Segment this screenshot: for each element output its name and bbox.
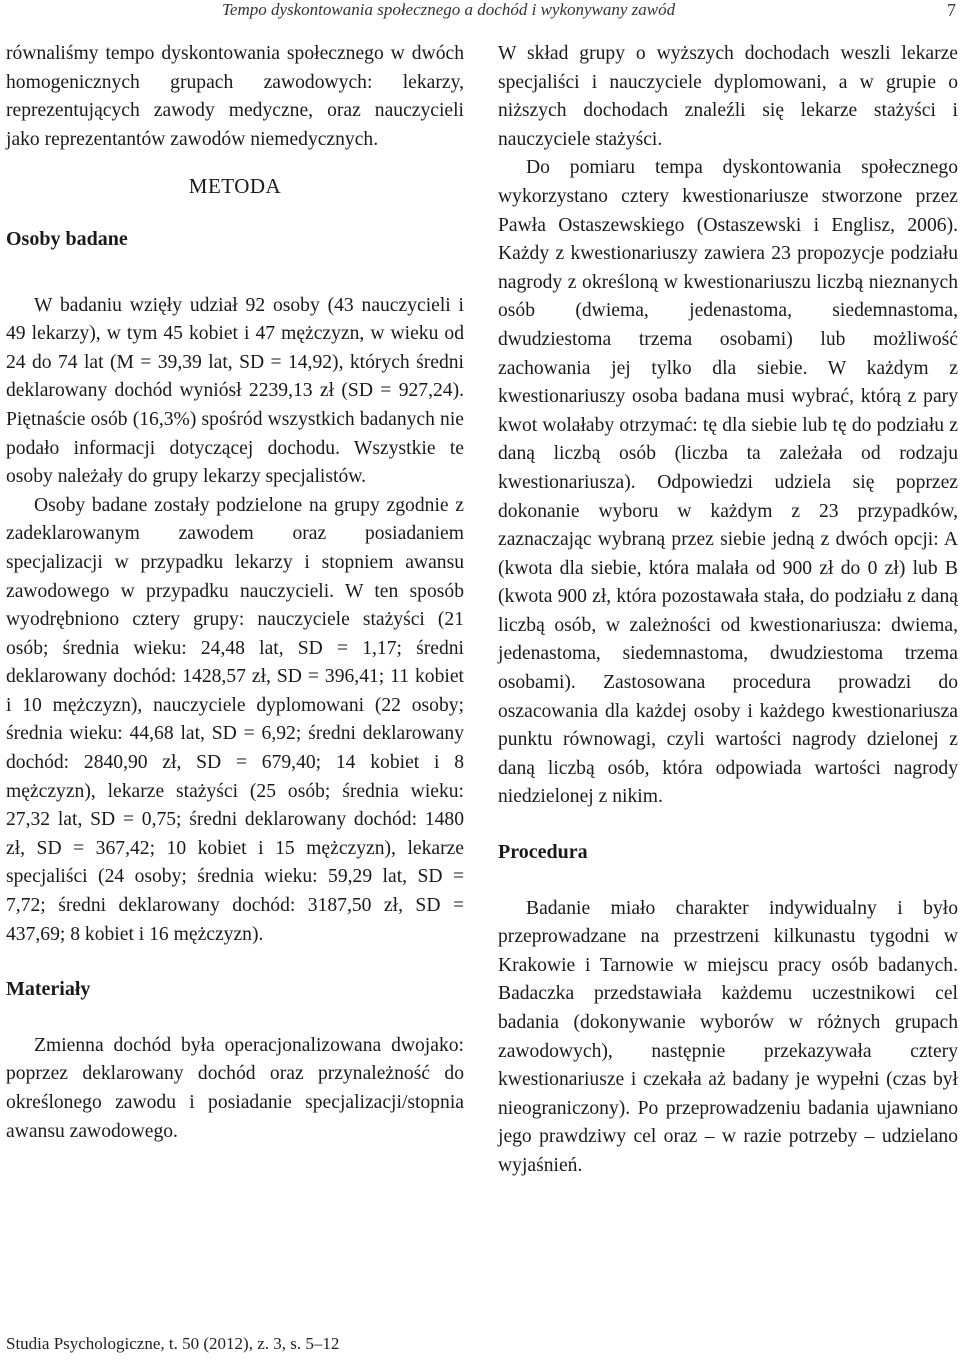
running-head (0, 0, 960, 28)
journal-citation: Studia Psychologiczne, t. 50 (2012), z. 3, s. 5–12 (6, 1334, 340, 1353)
materials-paragraph-1: Zmienna dochód była operacjonalizowana dwojako: poprzez deklarowany dochód oraz przynależność do określonego zawodu i posiadanie specjalizacji/stopnia awansu zawodowego. (6, 1034, 464, 1142)
right-column (498, 40, 958, 1181)
materials-paragraph-3: Do pomiaru tempa dyskontowania społecznego wykorzystano cztery kwestionariusze stworzone przez Pawła Ostaszewskiego (Ostaszewski i Englisz, 2006). Każdy z kwestionariuszy zawiera 23 propozycje podziału nagrody z określoną w kwestionariuszu liczbą nieznanych osób (dwiema, jedenastoma, siedemnastoma, dwudziestoma trzema osobami) lub możliwość zachowania jej tylko dla siebie. W każdym z kwestionariuszy osoba badana musi wybrać, którą z pary kwot wolałaby otrzymać: tę dla siebie lub tę do podziału z daną liczbą osób (liczba ta zależała od rodzaju kwestionariusza). Odpowiedzi udziela się poprzez dokonanie wyboru w każdym z 23 przypadków, zaznaczając wybraną przez siebie jedną z dwóch opcji: A (kwota dla siebie, która malała od 900 zł do 0 zł) lub B (kwota 900 zł, która pozostawała stała, do podziału z daną liczbą osób, w zależności od kwestionariusza: dwiema, jedenastoma, siedemnastoma, dwudziestoma trzema osobami). Zastosowana procedura prowadzi do oszacowania dla każdej osoby i każdego kwestionariusza punktu równowagi, czyli wartości nagrody dzielonej z daną liczbą osób, która odpowiada wartości nagrody niedzielonej z nikim. (498, 157, 958, 808)
materials-heading: Materiały (6, 978, 91, 1001)
page-number: 7 (947, 0, 956, 20)
intro-paragraph: równaliśmy tempo dyskontowania społecznego w dwóch homogenicznych grupach zawodowych: lekarzy, reprezentujących zawody medyczne, oraz nauczycieli jako reprezentantów zawodów niemedycznych. (6, 43, 464, 150)
participants-paragraph-1: W badaniu wzięły udział 92 osoby (43 nauczycieli i 49 lekarzy), w tym 45 kobiet i 47 mężczyzn, w wieku od 24 do 74 lat (M = 39,39 lat, SD = 14,92), których średni deklarowany dochód wyniósł 2239,13 zł (SD = 927,24). Piętnaście osób (16,3%) spośród wszystkich badanych nie podało informacji dotyczącej dochodu. Wszystkie te osoby należały do grupy lekarzy specjalistów. (6, 294, 464, 488)
participants-heading: Osoby badane (6, 227, 128, 250)
procedure-heading: Procedura (498, 841, 588, 864)
materials-paragraph-2: W skład grupy o wyższych dochodach weszli lekarze specjaliści i nauczyciele dyplomowani, a w grupie o niższych dochodach znaleźli się lekarze stażyści i nauczyciele stażyści. (498, 43, 958, 150)
procedure-paragraph-1: Badanie miało charakter indywidualny i było przeprowadzane na przestrzeni kilkunastu tygodni w Krakowie i Tarnowie w miejscu pracy osób badanych. Badaczka przedstawiała każdemu uczestnikowi cel badania (dokonywanie wyborów w różnych grupach zawodowych), następnie przekazywała cztery kwestionariusze i czekała aż badany je wypełni (czas był nieograniczony). Po przeprowadzeniu badania ujawniano jego prawdziwy cel oraz – w razie potrzeby – udzielano wyjaśnień. (498, 897, 958, 1176)
participants-paragraph-2: Osoby badane zostały podzielone na grupy zgodnie z zadeklarowanym zawodem oraz posiadaniem specjalizacji w przypadku lekarzy i stopniem awansu zawodowego w przypadku nauczycieli. W ten sposób wyodrębniono cztery grupy: nauczyciele stażyści (21 osób; średnia wieku: 24,48 lat, SD = 1,17; średni deklarowany dochód: 1428,57 zł, SD = 396,41; 11 kobiet i 10 mężczyzn), nauczyciele dyplomowani (22 osoby; średnia wieku: 44,68 lat, SD = 6,92; średni deklarowany dochód: 2840,90 zł, SD = 679,40; 14 kobiet i 8 mężczyzn), lekarze stażyści (25 osób; średnia wieku: 27,32 lat, SD = 0,75; średni deklarowany dochód: 1480 zł, SD = 367,42; 10 kobiet i 15 mężczyzn), lekarze specjaliści (24 osoby; średnia wieku: 59,29 lat, SD = 7,72; średni deklarowany dochód: 3187,50 zł, SD = 437,69; 8 kobiet i 16 mężczyzn). (6, 494, 464, 945)
running-title: Tempo dyskontowania społecznego a dochód i wykonywany zawód (222, 0, 676, 19)
left-column (6, 40, 464, 1146)
method-heading: METODA (188, 174, 282, 199)
